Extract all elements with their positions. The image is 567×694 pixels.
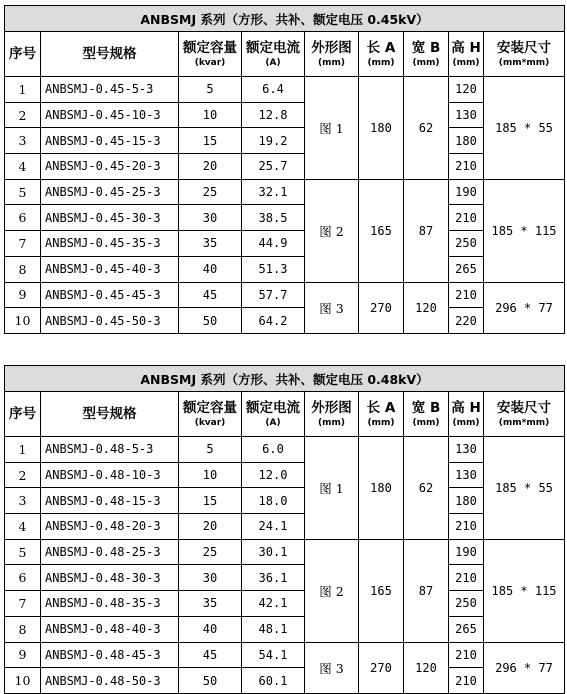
cell-capacity: 30	[179, 205, 242, 231]
cell-capacity: 5	[179, 437, 242, 463]
cell-model: ANBSMJ-0.48-40-3	[41, 616, 179, 642]
header-seq	[5, 392, 41, 437]
cell-group-wid: 87	[404, 179, 449, 282]
spec-table-048kv	[4, 365, 565, 694]
header-length-unit: (mm)	[367, 58, 395, 68]
table-row	[5, 437, 565, 463]
table-row	[5, 128, 565, 154]
cell-seq: 3	[5, 128, 41, 154]
cell-height: 190	[449, 179, 484, 205]
cell-seq: 5	[5, 539, 41, 565]
cell-height: 250	[449, 591, 484, 617]
header-current-unit: (A)	[265, 418, 281, 428]
header-current	[242, 392, 305, 437]
cell-model: ANBSMJ-0.45-40-3	[41, 256, 179, 282]
header-width	[404, 32, 449, 77]
cell-group-wid: 62	[404, 77, 449, 180]
cell-current: 12.0	[242, 462, 305, 488]
header-model	[41, 32, 179, 77]
header-capacity-unit: (kvar)	[194, 418, 226, 428]
cell-group-wid: 120	[404, 282, 449, 333]
cell-seq: 9	[5, 282, 41, 308]
header-height-unit: (mm)	[452, 418, 480, 428]
header-length	[359, 32, 404, 77]
header-mount	[484, 32, 565, 77]
cell-group-len: 270	[359, 282, 404, 333]
cell-model: ANBSMJ-0.48-20-3	[41, 514, 179, 540]
cell-model: ANBSMJ-0.48-5-3	[41, 437, 179, 463]
header-figure-unit: (mm)	[318, 418, 345, 428]
cell-current: 48.1	[242, 616, 305, 642]
cell-group-len: 165	[359, 179, 404, 282]
header-height	[449, 32, 484, 77]
table-row	[5, 231, 565, 257]
header-length-label: 长 A	[366, 40, 396, 56]
cell-current: 18.0	[242, 488, 305, 514]
header-width-label: 宽 B	[411, 400, 441, 416]
cell-capacity: 15	[179, 488, 242, 514]
cell-model: ANBSMJ-0.45-20-3	[41, 154, 179, 180]
header-mount-label: 安装尺寸	[497, 400, 552, 416]
header-length-unit: (mm)	[367, 418, 395, 428]
cell-capacity: 20	[179, 154, 242, 180]
cell-model: ANBSMJ-0.45-45-3	[41, 282, 179, 308]
cell-height: 130	[449, 462, 484, 488]
cell-height: 210	[449, 154, 484, 180]
cell-model: ANBSMJ-0.48-35-3	[41, 591, 179, 617]
header-figure-unit: (mm)	[318, 58, 345, 68]
header-height-unit: (mm)	[452, 58, 480, 68]
cell-height: 265	[449, 256, 484, 282]
table-row	[5, 642, 565, 668]
cell-seq: 3	[5, 488, 41, 514]
cell-model: ANBSMJ-0.45-30-3	[41, 205, 179, 231]
cell-height: 220	[449, 308, 484, 334]
cell-model: ANBSMJ-0.45-10-3	[41, 102, 179, 128]
cell-group-mount: 185 * 115	[484, 179, 565, 282]
header-figure	[305, 32, 359, 77]
header-width-label: 宽 B	[411, 40, 441, 56]
cell-seq: 9	[5, 642, 41, 668]
table-row	[5, 308, 565, 334]
table-row	[5, 565, 565, 591]
header-height-label: 高 H	[451, 40, 481, 56]
table-row	[5, 668, 565, 694]
cell-seq: 6	[5, 205, 41, 231]
cell-height: 210	[449, 642, 484, 668]
cell-model: ANBSMJ-0.45-25-3	[41, 179, 179, 205]
cell-capacity: 45	[179, 642, 242, 668]
cell-model: ANBSMJ-0.48-15-3	[41, 488, 179, 514]
cell-capacity: 10	[179, 462, 242, 488]
table-row	[5, 77, 565, 103]
cell-model: ANBSMJ-0.45-15-3	[41, 128, 179, 154]
cell-group-fig: 图 3	[305, 642, 359, 693]
cell-group-mount: 185 * 115	[484, 539, 565, 642]
cell-current: 51.3	[242, 256, 305, 282]
cell-seq: 10	[5, 668, 41, 694]
cell-model: ANBSMJ-0.45-5-3	[41, 77, 179, 103]
cell-group-wid: 87	[404, 539, 449, 642]
cell-seq: 2	[5, 102, 41, 128]
cell-group-len: 180	[359, 77, 404, 180]
cell-height: 250	[449, 231, 484, 257]
table-row	[5, 154, 565, 180]
cell-height: 180	[449, 128, 484, 154]
cell-current: 54.1	[242, 642, 305, 668]
cell-group-wid: 62	[404, 437, 449, 540]
cell-model: ANBSMJ-0.48-45-3	[41, 642, 179, 668]
header-figure-label: 外形图	[311, 40, 352, 56]
cell-group-mount: 185 * 55	[484, 77, 565, 180]
cell-capacity: 45	[179, 282, 242, 308]
header-capacity-label: 额定容量	[183, 40, 237, 56]
cell-height: 130	[449, 437, 484, 463]
cell-group-len: 270	[359, 642, 404, 693]
cell-model: ANBSMJ-0.45-35-3	[41, 231, 179, 257]
cell-capacity: 5	[179, 77, 242, 103]
table-row	[5, 514, 565, 540]
table-row	[5, 488, 565, 514]
cell-height: 210	[449, 565, 484, 591]
cell-group-fig: 图 2	[305, 179, 359, 282]
cell-current: 32.1	[242, 179, 305, 205]
cell-group-mount: 185 * 55	[484, 437, 565, 540]
cell-group-fig: 图 2	[305, 539, 359, 642]
table-row	[5, 539, 565, 565]
cell-current: 38.5	[242, 205, 305, 231]
cell-group-fig: 图 3	[305, 282, 359, 333]
cell-seq: 2	[5, 462, 41, 488]
cell-current: 6.4	[242, 77, 305, 103]
cell-seq: 4	[5, 154, 41, 180]
cell-current: 30.1	[242, 539, 305, 565]
cell-seq: 7	[5, 591, 41, 617]
cell-capacity: 30	[179, 565, 242, 591]
cell-height: 210	[449, 668, 484, 694]
header-model	[41, 392, 179, 437]
table-row	[5, 282, 565, 308]
cell-current: 36.1	[242, 565, 305, 591]
cell-capacity: 35	[179, 231, 242, 257]
cell-current: 64.2	[242, 308, 305, 334]
cell-capacity: 40	[179, 256, 242, 282]
cell-model: ANBSMJ-0.48-10-3	[41, 462, 179, 488]
cell-capacity: 10	[179, 102, 242, 128]
cell-model: ANBSMJ-0.48-50-3	[41, 668, 179, 694]
cell-model: ANBSMJ-0.45-50-3	[41, 308, 179, 334]
cell-seq: 6	[5, 565, 41, 591]
header-length	[359, 392, 404, 437]
cell-current: 57.7	[242, 282, 305, 308]
cell-capacity: 35	[179, 591, 242, 617]
cell-seq: 8	[5, 616, 41, 642]
header-current	[242, 32, 305, 77]
header-height	[449, 392, 484, 437]
header-current-label: 额定电流	[246, 400, 300, 416]
cell-seq: 5	[5, 179, 41, 205]
cell-current: 24.1	[242, 514, 305, 540]
header-seq-label: 序号	[9, 46, 36, 62]
header-model-label: 型号规格	[82, 406, 137, 422]
header-figure	[305, 392, 359, 437]
cell-height: 120	[449, 77, 484, 103]
cell-current: 19.2	[242, 128, 305, 154]
cell-seq: 10	[5, 308, 41, 334]
header-mount-unit: (mm*mm)	[498, 418, 550, 428]
header-mount-label: 安装尺寸	[497, 40, 552, 56]
cell-height: 265	[449, 616, 484, 642]
cell-model: ANBSMJ-0.48-25-3	[41, 539, 179, 565]
table-row	[5, 205, 565, 231]
header-length-label: 长 A	[366, 400, 396, 416]
header-mount-unit: (mm*mm)	[498, 58, 550, 68]
cell-capacity: 25	[179, 179, 242, 205]
table-title: ANBSMJ 系列（方形、共补、额定电压 0.45kV）	[5, 6, 565, 32]
table-row	[5, 462, 565, 488]
header-height-label: 高 H	[451, 400, 481, 416]
cell-current: 42.1	[242, 591, 305, 617]
cell-seq: 8	[5, 256, 41, 282]
header-capacity	[179, 392, 242, 437]
cell-capacity: 25	[179, 539, 242, 565]
cell-group-len: 165	[359, 539, 404, 642]
table-title: ANBSMJ 系列（方形、共补、额定电压 0.48kV）	[5, 366, 565, 392]
cell-height: 190	[449, 539, 484, 565]
table-row	[5, 102, 565, 128]
table-row	[5, 591, 565, 617]
cell-capacity: 20	[179, 514, 242, 540]
cell-seq: 7	[5, 231, 41, 257]
cell-current: 25.7	[242, 154, 305, 180]
header-figure-label: 外形图	[311, 400, 352, 416]
cell-height: 180	[449, 488, 484, 514]
header-seq	[5, 32, 41, 77]
header-model-label: 型号规格	[82, 46, 137, 62]
header-capacity-label: 额定容量	[183, 400, 237, 416]
cell-capacity: 50	[179, 308, 242, 334]
cell-capacity: 40	[179, 616, 242, 642]
cell-group-fig: 图 1	[305, 77, 359, 180]
header-width	[404, 392, 449, 437]
header-current-unit: (A)	[265, 58, 281, 68]
cell-height: 210	[449, 514, 484, 540]
spec-table-045kv	[4, 5, 565, 334]
header-width-unit: (mm)	[412, 58, 440, 68]
cell-height: 210	[449, 282, 484, 308]
cell-seq: 4	[5, 514, 41, 540]
cell-current: 12.8	[242, 102, 305, 128]
cell-height: 210	[449, 205, 484, 231]
cell-seq: 1	[5, 77, 41, 103]
cell-seq: 1	[5, 437, 41, 463]
header-width-unit: (mm)	[412, 418, 440, 428]
header-mount	[484, 392, 565, 437]
cell-height: 130	[449, 102, 484, 128]
cell-current: 60.1	[242, 668, 305, 694]
cell-group-len: 180	[359, 437, 404, 540]
header-seq-label: 序号	[9, 406, 36, 422]
table-row	[5, 616, 565, 642]
cell-group-mount: 296 * 77	[484, 282, 565, 333]
cell-group-mount: 296 * 77	[484, 642, 565, 693]
cell-group-fig: 图 1	[305, 437, 359, 540]
table-row	[5, 179, 565, 205]
cell-capacity: 50	[179, 668, 242, 694]
header-current-label: 额定电流	[246, 40, 300, 56]
cell-current: 6.0	[242, 437, 305, 463]
cell-capacity: 15	[179, 128, 242, 154]
header-capacity	[179, 32, 242, 77]
cell-group-wid: 120	[404, 642, 449, 693]
header-capacity-unit: (kvar)	[194, 58, 226, 68]
table-row	[5, 256, 565, 282]
cell-current: 44.9	[242, 231, 305, 257]
cell-model: ANBSMJ-0.48-30-3	[41, 565, 179, 591]
